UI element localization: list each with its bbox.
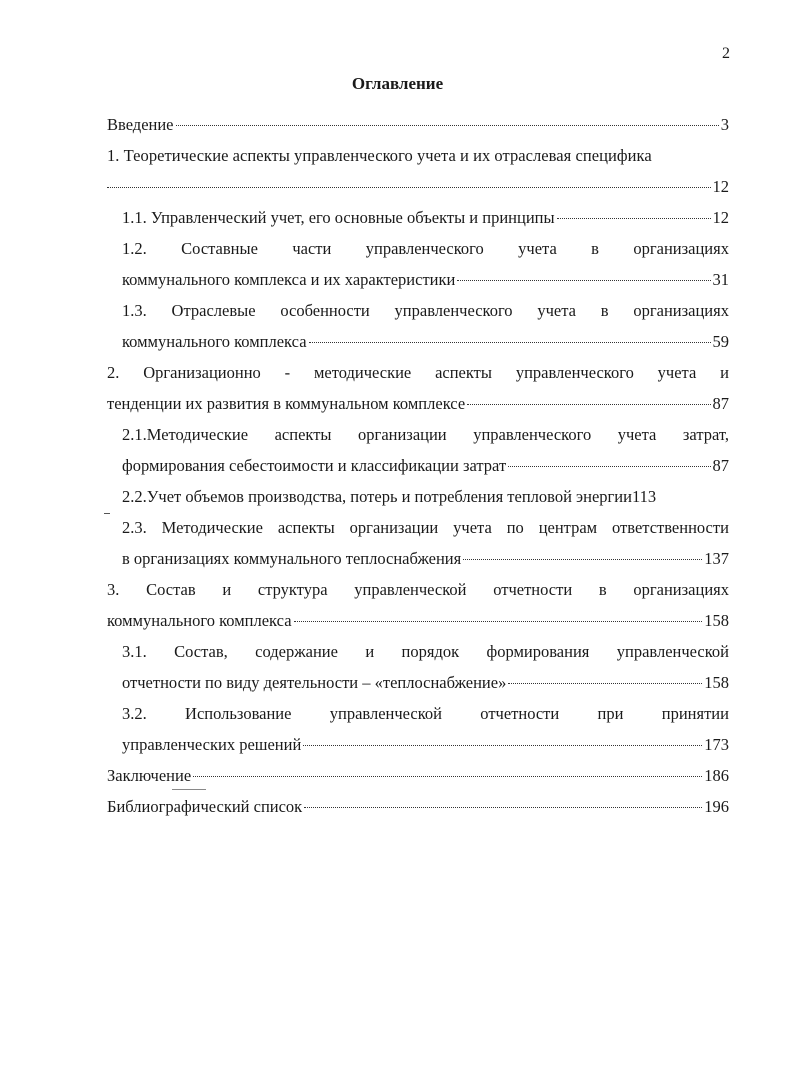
dot-leader: [508, 466, 710, 467]
dot-leader: [304, 807, 702, 808]
toc-entry-page: 158: [704, 611, 729, 630]
toc-entry-section-2-1[interactable]: [122, 419, 729, 481]
toc-entry-continuation: управленческих решений 173: [122, 729, 729, 760]
dot-leader: [557, 218, 711, 219]
toc-entry-continuation: в организациях коммунального теплоснабжения 137: [122, 543, 729, 574]
toc-entry-bibliography[interactable]: [107, 791, 729, 822]
toc-entry-page: 87: [712, 456, 729, 475]
toc-entry-page: 113: [631, 487, 657, 506]
toc-entry-introduction[interactable]: [107, 109, 729, 140]
toc-entry-continuation: коммунального комплекса 158: [107, 605, 729, 636]
dot-leader: [107, 187, 711, 188]
toc-entry-page: 196: [704, 797, 729, 816]
toc-entry-page: 31: [712, 270, 729, 289]
dot-leader: [176, 125, 719, 126]
toc-entry-page: 12: [712, 208, 729, 227]
toc-entry-title: 2.2.Учет объемов производства, потерь и потребления тепловой энергии: [122, 487, 632, 506]
toc-entry-title: 1.3. Отраслевые особенности управленческого учета в организациях: [122, 301, 729, 320]
toc-entry-chapter-1[interactable]: [107, 140, 729, 202]
dot-leader: [303, 745, 702, 746]
toc-entry-continuation: коммунального комплекса 59: [122, 326, 729, 357]
toc-entry-chapter-3[interactable]: [107, 574, 729, 636]
dot-leader: [467, 404, 710, 405]
toc-entry-title: 3.1. Состав, содержание и порядок формирования управленческой: [122, 642, 729, 661]
toc-entry-section-2-2[interactable]: [122, 481, 729, 512]
toc-entry-page: 158: [704, 673, 729, 692]
scan-artifact: [172, 789, 206, 790]
toc-entry-title: 2.3. Методические аспекты организации учета по центрам ответственности: [122, 518, 729, 537]
scan-artifact: [104, 513, 110, 514]
toc-entry-chapter-2[interactable]: [107, 357, 729, 419]
toc-entry-continuation: формирования себестоимости и классификации затрат 87: [122, 450, 729, 481]
dot-leader: [508, 683, 702, 684]
toc-entry-title: 2.1.Методические аспекты организации управленческого учета затрат,: [122, 425, 729, 444]
toc-entry-section-3-2[interactable]: [122, 698, 729, 760]
toc-entry-page: 3: [720, 115, 729, 134]
toc-entry-page: 173: [704, 735, 729, 754]
dot-leader: [294, 621, 703, 622]
toc-entry-section-1-3[interactable]: [122, 295, 729, 357]
toc-entry-title: 2. Организационно - методические аспекты управленческого учета и: [107, 363, 729, 382]
page-number: 2: [722, 45, 730, 62]
toc-entry-section-2-3[interactable]: [122, 512, 729, 574]
toc-entry-page: 137: [704, 549, 729, 568]
toc-entry-continuation: отчетности по виду деятельности – «теплоснабжение» 158: [122, 667, 729, 698]
toc-entry-page: 186: [704, 766, 729, 785]
toc-entry-continuation: коммунального комплекса и их характеристики 31: [122, 264, 729, 295]
page-title: Оглавление: [351, 74, 444, 93]
dot-leader: [309, 342, 711, 343]
dot-leader: [457, 280, 710, 281]
toc-entry-section-3-1[interactable]: [122, 636, 729, 698]
toc-entry-page: 59: [712, 332, 729, 351]
toc-entry-continuation: тенденции их развития в коммунальном комплексе 87: [107, 388, 729, 419]
toc-entry-title: 3. Состав и структура управленческой отчетности в организациях: [107, 580, 729, 599]
dot-leader: [463, 559, 702, 560]
toc-entry-conclusion[interactable]: [107, 760, 729, 791]
toc-entry-section-1-2[interactable]: [122, 233, 729, 295]
toc-entry-title: Библиографический список: [107, 797, 303, 816]
toc-entry-page: 12: [712, 177, 729, 196]
toc-entry-section-1-1[interactable]: [122, 202, 729, 233]
toc-entry-title: Заключение: [107, 766, 192, 785]
toc-entry-title: 1. Теоретические аспекты управленческого учета и их отраслевая специфика: [107, 146, 652, 165]
toc-entry-title: Введение: [107, 115, 174, 134]
toc-entry-title: 1.2. Составные части управленческого учета в организациях: [122, 239, 729, 258]
toc-entry-title: 1.1. Управленческий учет, его основные объекты и принципы: [122, 208, 555, 227]
toc-entry-title: 3.2. Использование управленческой отчетности при принятии: [122, 704, 729, 723]
dot-leader: [193, 776, 702, 777]
toc-entry-page: 87: [712, 394, 729, 413]
toc-entry-continuation: [107, 171, 729, 202]
